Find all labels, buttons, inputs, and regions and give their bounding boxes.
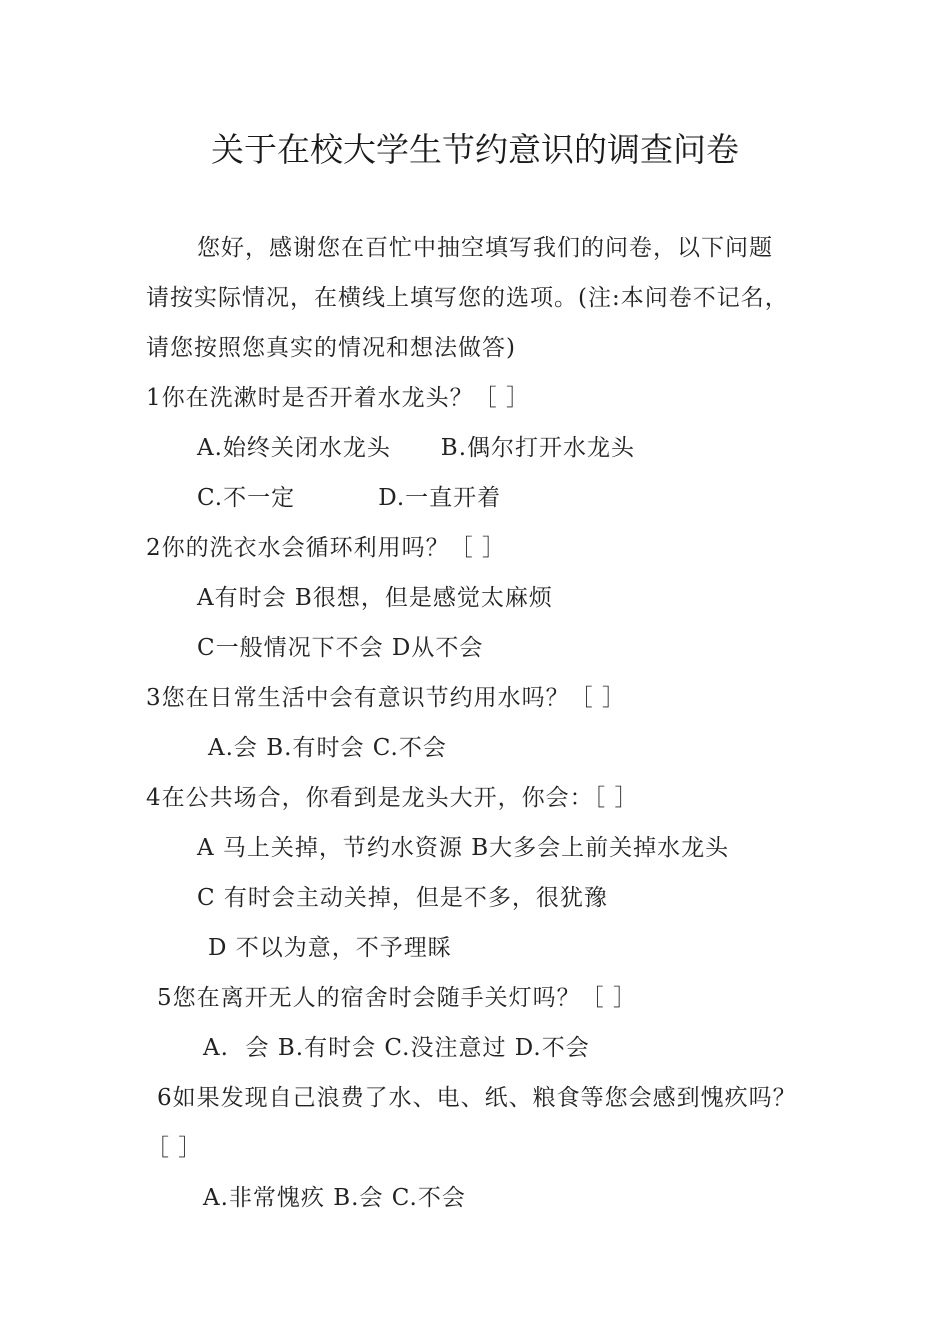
question-2: 2你的洗衣水会循环利用吗？［ ］ <box>146 535 506 561</box>
question-1-options-line-1: A.始终关闭水龙头 B.偶尔打开水龙头 <box>197 435 635 461</box>
question-6-answer-brackets: ［ ］ <box>146 1135 203 1161</box>
survey-title: 关于在校大学生节约意识的调查问卷 <box>211 130 739 169</box>
question-6-options-line-1: A.非常愧疚 B.会 C.不会 <box>203 1185 466 1211</box>
intro-line-2: 请按实际情况，在横线上填写您的选项。(注:本问卷不记名， <box>146 285 789 311</box>
question-6: 6如果发现自己浪费了水、电、纸、粮食等您会感到愧疚吗？ <box>157 1085 797 1111</box>
intro-line-1: 您好，感谢您在百忙中抽空填写我们的问卷，以下问题 <box>197 235 773 261</box>
question-5-options-line-1: A. 会 B.有时会 C.没注意过 D.不会 <box>203 1035 590 1061</box>
question-2-options-line-2: C一般情况下不会 D从不会 <box>197 635 484 661</box>
question-3: 3您在日常生活中会有意识节约用水吗？［ ］ <box>146 685 626 711</box>
question-2-options-line-1: A有时会 B很想，但是感觉太麻烦 <box>197 585 553 611</box>
question-4: 4在公共场合，你看到是龙头大开，你会：［ ］ <box>146 785 639 811</box>
question-5: 5您在离开无人的宿舍时会随手关灯吗？［ ］ <box>157 985 637 1011</box>
question-4-options-line-2: C 有时会主动关掉，但是不多，很犹豫 <box>197 885 608 911</box>
question-1: 1你在洗漱时是否开着水龙头？［ ］ <box>146 385 530 411</box>
intro-line-3: 请您按照您真实的情况和想法做答) <box>146 335 516 361</box>
question-3-options-line-1: A.会 B.有时会 C.不会 <box>208 735 447 761</box>
question-4-options-line-3: D 不以为意，不予理睬 <box>208 935 452 961</box>
question-4-options-line-1: A 马上关掉，节约水资源 B大多会上前关掉水龙头 <box>197 835 730 861</box>
question-1-options-line-2: C.不一定 D.一直开着 <box>197 485 502 511</box>
